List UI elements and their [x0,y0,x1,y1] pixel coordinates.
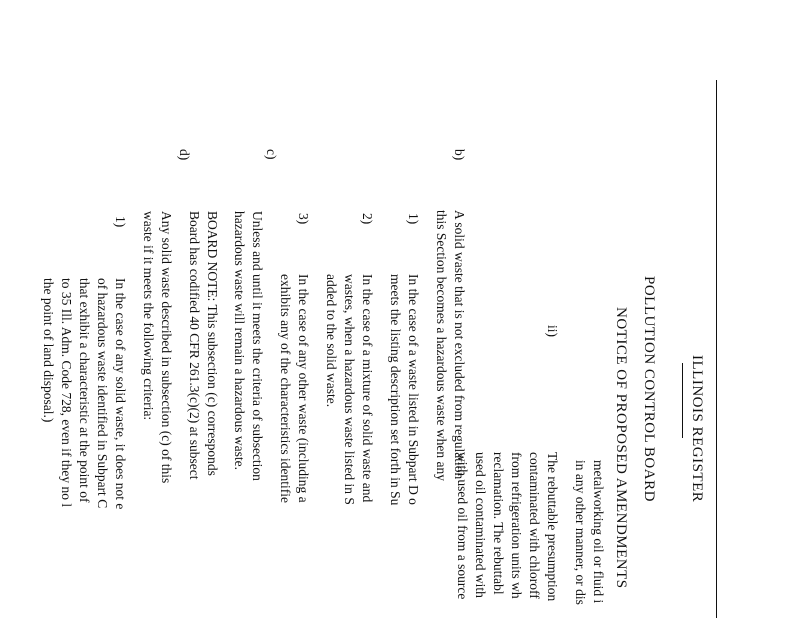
text-line: reclamation. The rebuttabl [491,452,506,595]
list-marker-b1: 1) [406,213,421,225]
text-line: In the case of a mixture of solid waste and [360,274,375,503]
board-note-line: BOARD NOTE: This subsection (c) corresponds [205,211,220,476]
text-line: from refrigeration units wh [509,452,524,599]
text-line: added to the solid waste. [324,274,339,408]
text-line: wastes, when a hazardous waste listed in S [342,274,357,505]
list-marker-d: d) [177,149,192,161]
text-line: In the case of any solid waste, it does not e [113,278,128,510]
text-line: metalworking oil or fluid i [591,460,606,604]
text-line: waste if it meets the following criteria: [141,211,156,421]
text-line: In the case of a waste listed in Subpart D o [406,274,421,505]
list-marker-b: b) [452,149,467,161]
list-marker-ii: ii) [545,325,560,337]
text-line: in any other manner, or dis [573,460,588,605]
list-marker-b2: 2) [360,213,375,225]
text-line: contaminated with chloroff [527,452,542,599]
text-line: Any solid waste described in subsection (c) of this [159,211,174,484]
text-line: this Section becomes a hazardous waste when any [434,210,449,482]
text-line: meets the listing description set forth in Su [388,274,403,506]
header-register-title: ILLINOIS REGISTER [689,355,705,503]
header-top-rule [716,80,717,618]
text-line: A solid waste that is not excluded from regulation [452,210,467,480]
list-marker-d1: 1) [113,216,128,228]
text-line: used oil contaminated with [473,452,488,598]
header-notice-title: NOTICE OF PROPOSED AMENDMENTS [613,307,629,589]
list-marker-c: c) [264,149,279,160]
text-line: The rebuttable presumption [545,452,560,602]
text-line: In the case of any other waste (including a [296,274,311,503]
text-line: the point of land disposal.) [41,278,56,423]
text-line: Unless and until it meets the criteria of subsection [250,211,265,481]
list-marker-b3: 3) [296,213,311,225]
text-line: that exhibit a characteristic at the point of [77,278,92,503]
rotated-register-page [20,80,720,618]
header-board-title: POLLUTION CONTROL BOARD [641,276,657,502]
text-line: to 35 Ill. Adm. Code 728, even if they no l [59,278,74,508]
text-line: with used oil from a source [455,452,470,600]
text-line: hazardous waste will remain a hazardous waste. [232,211,247,471]
text-line: exhibits any of the characteristics identifie [278,274,293,504]
board-note-line: Board has codified 40 CFR 261.3(c)(2) at subsect [187,211,202,480]
text-line: of hazardous waste identified in Subpart C [95,278,110,509]
header-underline-rule [682,363,683,438]
